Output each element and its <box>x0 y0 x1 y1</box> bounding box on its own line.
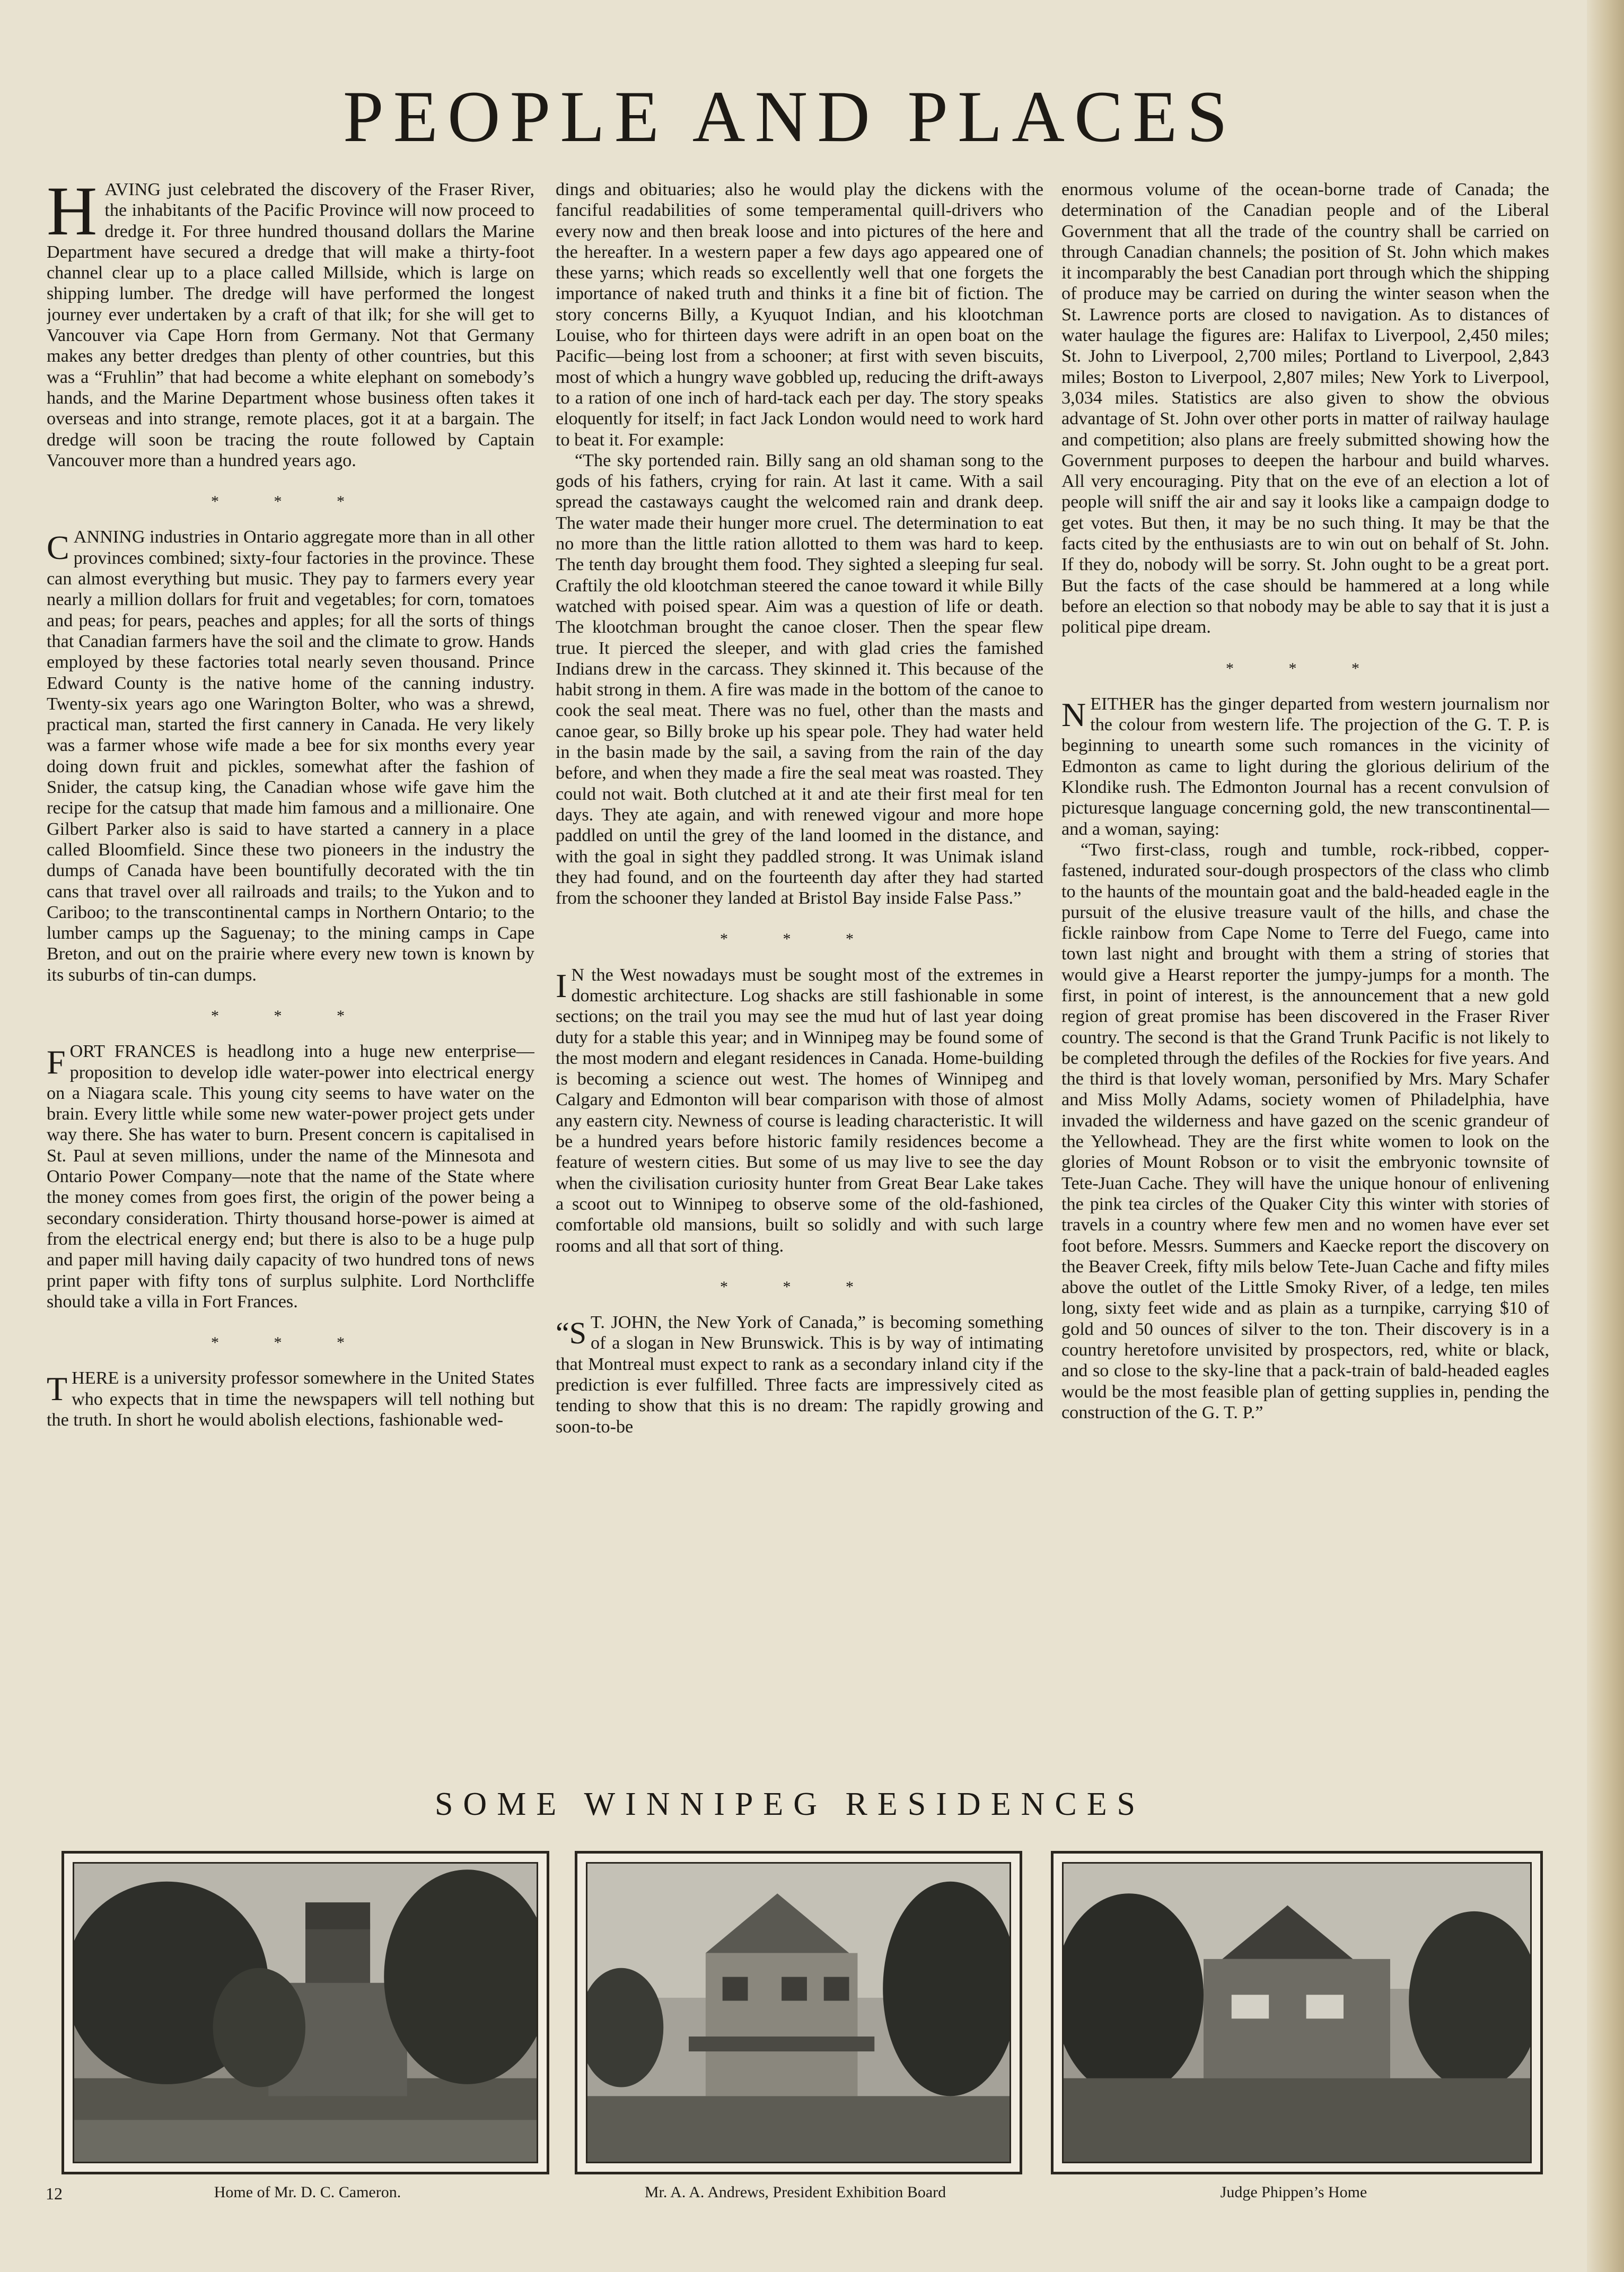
paragraph-professor: HERE is a university professor somewhere in the United States who expects that in time the newspapers will tell nothing but the truth. In short he would abolish elections, fashionable wed- <box>47 1368 534 1430</box>
drop-cap: H <box>47 179 98 250</box>
section-divider: * * * <box>720 930 879 948</box>
page-number: 12 <box>46 2184 63 2203</box>
section-divider: * * * <box>211 1007 370 1025</box>
paragraph-quotation-billy: “The sky portended rain. Billy sang an old shaman song to the gods of his fathers, crying for rain. At last it came. With a sail spread the castaways caught the welcomed rain and drank deep. The water made their hunger more cruel. The determination to eat no more than the little ration allotted to them was hard to keep. The tenth day brought them food. They sighted a sleeping fur seal. Craftily the old klootchman steered the canoe toward it while Billy watched with poised spear. Aim was a question of life or death. The klootchman brought the canoe closer. Then the spear flew true. It pierced the sleeper, and with glad cries the famished Indians drew in the carcass. They skinned it. This because of the habit strong in them. A fire was made in the bottom of the canoe to cook the seal meat. There was no fuel, other than the masts and canoe gear, so Billy broke up his spear pole. They had water held in the basin made by the sail, a saving from the rain of the day before, and when they made a fire the seal meat was roasted. They could not wait. Both clutched at it and ate their first meal for ten days. They ate again, and with renewed vigour and more hope paddled on until the grey of the land loomed in the distance, and with the goal in sight they paddled strong. It was Unimak island they had found, and on the fourteenth day after they had started from the schooner they landed at Bristol Bay inside False Pass.” <box>556 450 1043 908</box>
photo-caption-andrews: Mr. A. A. Andrews, President Exhibition Board <box>644 2183 946 2201</box>
paragraph-obituaries: dings and obituaries; also he would play the dickens with the fanciful readabilities of some temperamental quill-drivers who every now and then break loose and into pictures of the here and the hereafter. In a western paper a few days ago appeared one of these yarns; which reads so excellently well that one forgets the importance of naked truth and thinks it a fine bit of fiction. The story concerns Billy, a Kyuquot Indian, and his klootchman Louise, who for thirteen days were adrift in an open boat on the Pacific—being lost from a schooner; at first with seven biscuits, most of which a hungry wave gobbled up, reducing the drift-aways to a ration of one inch of hard-tack each per day. The story speaks eloquently for itself; in fact Jack London would need to work hard to beat it. For example: <box>556 180 1043 450</box>
initial-letter: T <box>47 1370 68 1408</box>
paragraph-fraser-river: AVING just celebrated the discovery of the Fraser River, the inhabitants of the Pacific Province will now proceed to dredge it. For three hundred thousand dollars the Marine Department have secured a dredge that will make a thirty-foot channel clear up to a place called Millside, which is large on shipping lumber. The dredge will have performed the longest journey ever undertaken by a craft of that ilk; for she will get to Vancouver via Cape Horn from Germany. Not that Germany makes any better dredges than plenty of other countries, but this was a “Fruhlin” that had become a white elephant on somebody’s hands, and the Marine Department whose business often takes it overseas and into strange, remote places, got it at a bargain. The dredge will soon be tracing the route followed by Captain Vancouver more than a hundred years ago. <box>47 180 534 470</box>
photo-frame <box>1051 1851 1543 2174</box>
initial-letter: I <box>556 966 567 1004</box>
photo-caption-phippen: Judge Phippen’s Home <box>1220 2183 1367 2201</box>
column-1 <box>47 179 534 1760</box>
paragraph-st-john: T. JOHN, the New York of Canada,” is becoming something of a slogan in New Brunswick. This is by way of intimating that Montreal must expect to rank as a secondary inland city if the prediction is ever fulfilled. Three facts are impressively cited as tending to show that this is no dream: The rapidly growing and soon-to-be <box>556 1313 1043 1437</box>
initial-letter: “S <box>556 1316 586 1351</box>
photo-frame <box>62 1851 549 2174</box>
paragraph-fort-frances: ORT FRANCES is headlong into a huge new enterprise—proposition to develop idle water-power into electrical energy on a Niagara scale. This young city seems to have water on the brain. Every little while some new water-power project gets under way there. She has water to burn. Present concern is capitalised in St. Paul at seven millions, under the name of the Minnesota and Ontario Power Company—note that the name of the State where the money comes from goes first, the origin of the power being a secondary consideration. Thirty thousand horse-power is aimed at from the electrical energy end; but there is also to be a huge pulp and paper mill having daily capacity of two hundred tons of news print paper with fifty tons of surplus sulphite. Lord Northcliffe should take a villa in Fort Frances. <box>47 1042 534 1312</box>
page-edge <box>1587 0 1624 2272</box>
photo-caption-cameron: Home of Mr. D. C. Cameron. <box>214 2183 401 2201</box>
photo-cameron-home <box>73 1862 538 2163</box>
photo-frame <box>575 1851 1022 2174</box>
section-divider: * * * <box>211 493 370 511</box>
initial-letter: F <box>47 1043 66 1081</box>
section-divider: * * * <box>211 1334 370 1352</box>
paragraph-western-journalism: EITHER has the ginger departed from western journalism nor the colour from western life. The projection of the G. T. P. is beginning to unearth some such romances in the vicinity of Edmonton as came to light during the glorious delirium of the Klondike rush. The Edmonton Journal has a recent convulsion of picturesque language concerning gold, the new transcontinental—and a woman, saying: <box>1061 694 1549 839</box>
photo-andrews-home <box>586 1862 1011 2163</box>
paragraph-canning: ANNING industries in Ontario aggregate more than in all other provinces combined; sixty-four factories in the province. These can almost everything but music. They pay to farmers every year nearly a million dollars for fruit and vegetables; for corn, tomatoes and peas; for pears, peaches and apples; for all the sorts of things that Canadian farmers have the soil and the climate to grow. Hands employed by these factories total nearly seven thousand. Prince Edward County is the native home of the canning industry. Twenty-six years ago one Warington Bolter, who was a shrewd, practical man, started the first cannery in Canada. He very likely was a farmer whose wife made a bee for six months every year doing down fruit and pickles, somewhat after the fashion of Snider, the catsup king, the Canadian whose wife gave him the recipe for the catsup that made him famous and a millionaire. One Gilbert Parker also is said to have started a cannery in a place called Bloomfield. Since these two pioneers in the industry the dumps of Canada have been bountifully decorated with the tin cans that travel over all railroads and trails; to the Yukon and to Cariboo; to the transcontinental camps in Northern Ontario; to the lumber camps up the Saguenay; to the mining camps in Cape Breton, and out on the prairie where every new town is known by its suburbs of tin-can dumps. <box>47 527 534 985</box>
photo-phippen-home <box>1062 1862 1532 2163</box>
page-title: PEOPLE AND PLACES <box>343 76 1237 157</box>
photo-section-heading: SOME WINNIPEG RESIDENCES <box>434 1786 1146 1822</box>
column-3 <box>1061 179 1549 1760</box>
initial-letter: C <box>47 529 69 567</box>
initial-letter: N <box>1061 695 1086 733</box>
column-2 <box>556 179 1043 1760</box>
paragraph-west-architecture: N the West nowadays must be sought most of the extremes in domestic architecture. Log shacks are still fashionable in some sections; on the trail you may see the mud hut of last year doing duty for a stable this year; and in Winnipeg may be found some of the most modern and elegant residences in Canada. Home-building is becoming a science out west. The homes of Winnipeg and Calgary and Edmonton will bear comparison with those of almost any eastern city. Newness of course is leading characteristic. It will be a hundred years before historic family residences become a feature of western cities. But some of us may live to see the day when the civilisation curiosity hunter from Great Bear Lake takes a scoot out to Winnipeg to observe some of the old-fashioned, comfortable old mansions, built so solidly and with such large rooms and all that sort of thing. <box>556 965 1043 1256</box>
paragraph-ocean-trade: enormous volume of the ocean-borne trade of Canada; the determination of the Canadian people and of the Liberal Government that all the trade of the country shall be carried on through Canadian channels; the position of St. John which makes it incomparably the best Canadian port through which the shipping of produce may be carried on during the winter season when the St. Lawrence ports are closed to navigation. As to distances of water haulage the figures are: Halifax to Liverpool, 2,450 miles; St. John to Liverpool, 2,700 miles; Portland to Liverpool, 2,843 miles; Boston to Liverpool, 2,807 miles; New York to Liverpool, 3,034 miles. Statistics are also given to show the obvious advantage of St. John over other ports in matter of railway haulage and competition; also plans are freely submitted showing how the Government purposes to deepen the harbour and build wharves. All very encouraging. Pity that on the eve of an election a lot of people will sniff the air and say it looks like a campaign dodge to get votes. But then, it may be no such thing. It may be that the facts cited by the enthusiasts are to win out on behalf of St. John. If they do, nobody will be sorry. St. John ought to be a great port. But the facts of the case should be hammered at a long while before an election so that nobody may be able to say that it is just a political pipe dream. <box>1061 180 1549 637</box>
section-divider: * * * <box>720 1278 879 1296</box>
paragraph-quotation-prospectors: “Two first-class, rough and tumble, rock-ribbed, copper-fastened, indurated sour-dough prospectors of the class who climb to the haunts of the mountain goat and the bald-headed eagle in the pursuit of the elusive treasure vault of the hills, and chase the fickle rainbow from Cape Nome to Terre del Fuego, came into town last night and brought with them a string of stories that would give a Hearst reporter the jumpy-jumps for a month. The first, in point of interest, is the announcement that a new gold region of great promise has been discovered in the Fraser River country. The second is that the Grand Trunk Pacific is not likely to be completed through the defiles of the Rockies for five years. And the third is that lovely woman, personified by Mrs. Mary Schafer and Miss Molly Adams, society women of Philadelphia, have invaded the wilderness and have gazed on the scenic grandeur of the Yellowhead. They are the first white women to look on the glories of Mount Robson or to visit the embryonic townsite of Tete-Juan Cache. They will have the unique honour of enlivening the pink tea circles of the Quaker City this winter with stories of travels in a country where few men and no women have ever set foot before. Messrs. Summers and Kaecke report the discovery on the Beaver Creek, fifty mils below Tete-Juan Cache and fifty miles above the outlet of the Little Smoky River, of a ledge, ten miles long, sixty feet wide and as plain as a turnpike, carrying $10 of gold and 50 ounces of silver to the ton. Their discovery is in a country heretofore unvisited by prospectors, red, white or black, and so close to the sky-line that a pack-train of bald-headed eagles would be the most feasible plan of getting supplies in, pending the construction of the G. T. P.” <box>1061 840 1549 1422</box>
section-divider: * * * <box>1226 659 1385 677</box>
